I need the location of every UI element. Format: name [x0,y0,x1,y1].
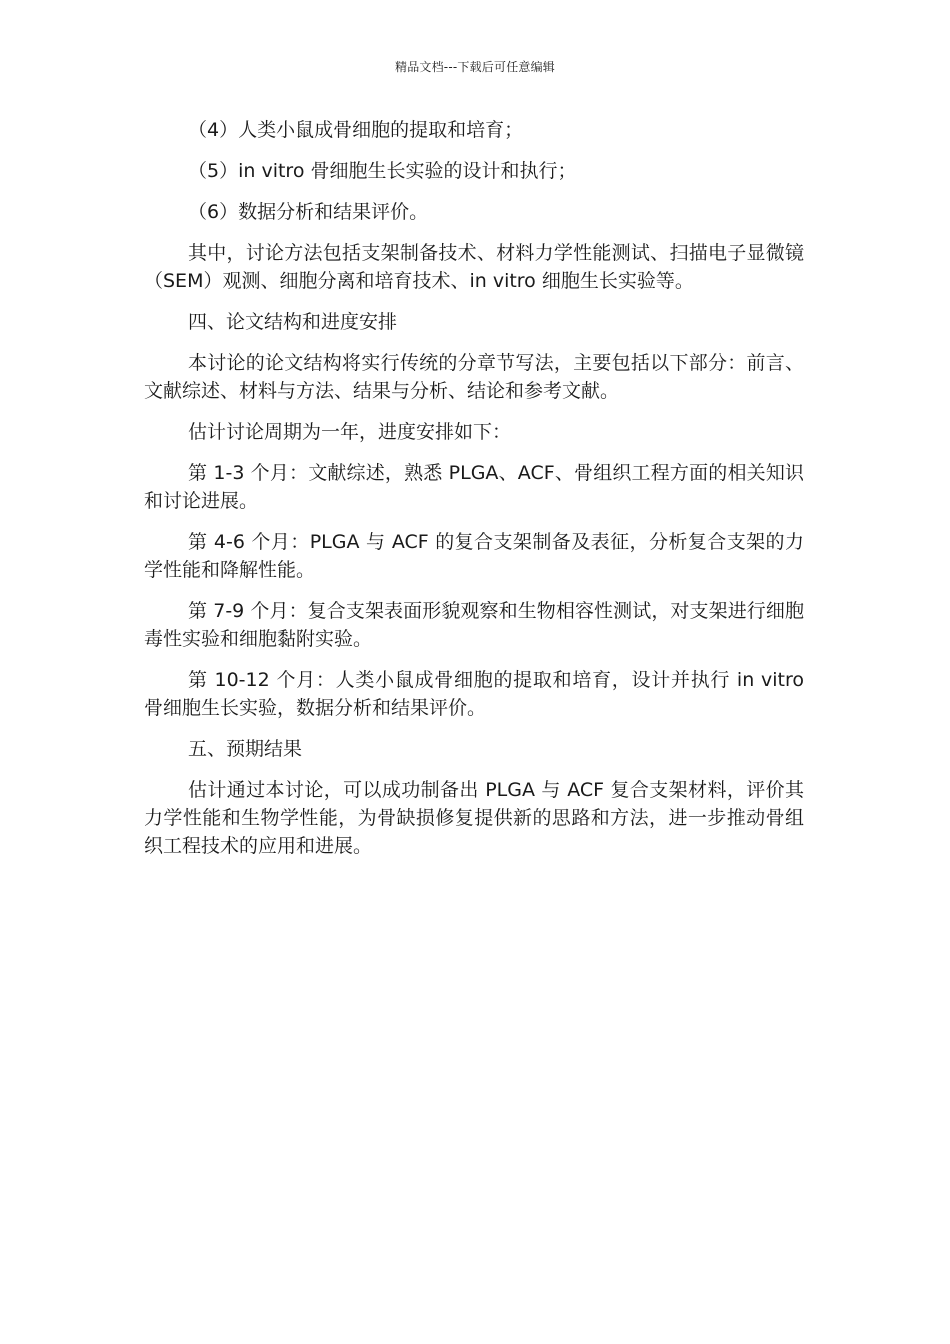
results-paragraph: 估计通过本讨论，可以成功制备出 PLGA 与 ACF 复合支架材料，评价其力学性能和生物学性能，为骨缺损修复提供新的思路和方法，进一步推动骨组织工程技术的应用和进展。 [144,779,804,857]
methods-paragraph: 其中，讨论方法包括支架制备技术、材料力学性能测试、扫描电子显微镜（SEM）观测、细胞分离和培育技术、in vitro 细胞生长实验等。 [144,242,804,292]
list-item-4: （4）人类小鼠成骨细胞的提取和培育； [188,119,524,141]
list-item-6: （6）数据分析和结果评价。 [188,201,429,223]
section-heading-structure: 四、论文结构和进度安排 [188,311,398,333]
section-heading-results: 五、预期结果 [188,738,303,760]
list-item-5: （5）in vitro 骨细胞生长实验的设计和执行； [188,160,577,182]
schedule-item-3: 第 7-9 个月：复合支架表面形貌观察和生物相容性测试，对支架进行细胞毒性实验和细胞黏附实验。 [144,600,804,650]
schedule-item-1: 第 1-3 个月：文献综述，熟悉 PLGA、ACF、骨组织工程方面的相关知识和讨论进展。 [144,462,804,512]
structure-paragraph: 本讨论的论文结构将实行传统的分章节写法，主要包括以下部分：前言、文献综述、材料与方法、结果与分析、结论和参考文献。 [144,352,804,402]
page-header: 精品文档---下载后可任意编辑 [395,60,555,74]
schedule-item-4: 第 10-12 个月：人类小鼠成骨细胞的提取和培育，设计并执行 in vitro 骨细胞生长实验，数据分析和结果评价。 [144,669,804,719]
schedule-item-2: 第 4-6 个月：PLGA 与 ACF 的复合支架制备及表征，分析复合支架的力学性能和降解性能。 [144,531,804,581]
schedule-intro: 估计讨论周期为一年，进度安排如下： [188,421,512,443]
document-body [144,116,804,873]
